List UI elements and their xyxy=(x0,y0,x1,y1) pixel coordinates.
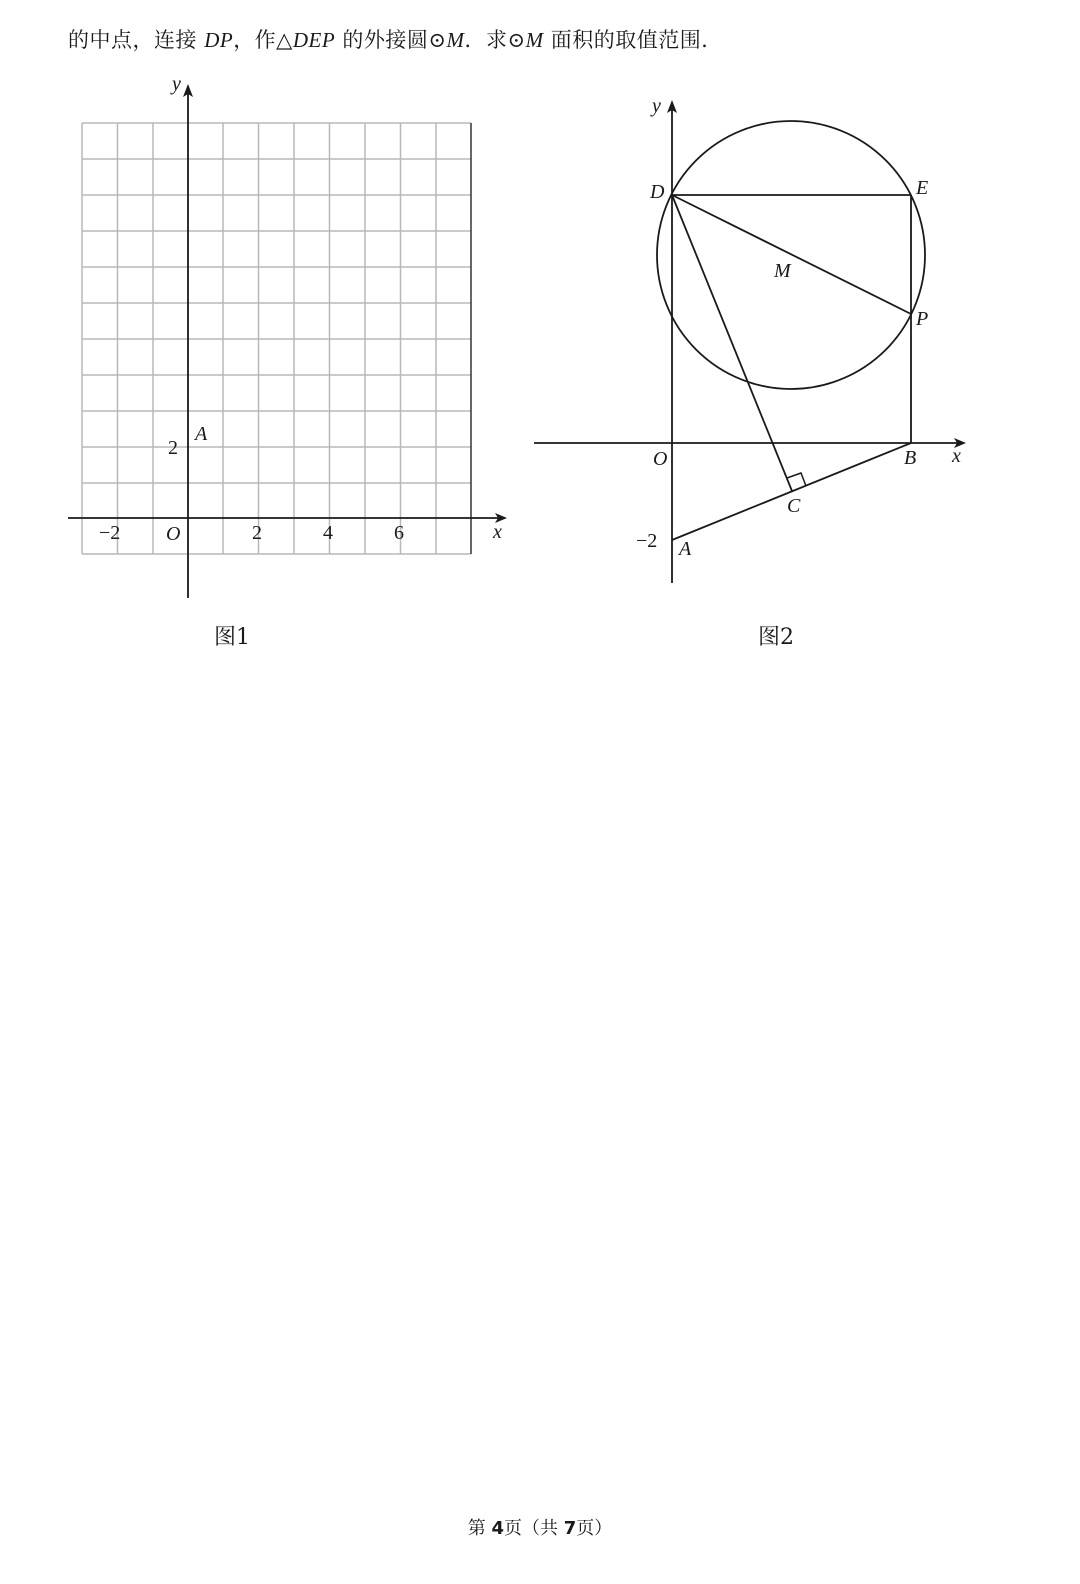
problem-text-dep: DEP xyxy=(292,28,336,52)
figure2-axis-y-label: y xyxy=(652,95,661,117)
segment-dp xyxy=(672,195,911,314)
figure2-tick-y-neg2: −2 xyxy=(636,530,658,552)
problem-text-5: 的外接圆⊙ xyxy=(335,28,447,52)
figure2-origin-label: O xyxy=(653,448,668,470)
figure2-point-a-label: A xyxy=(679,538,692,560)
figure2-point-d-label: D xyxy=(650,181,665,203)
figure1-caption: 图1 xyxy=(214,625,250,650)
figure1-axis-y-label: y xyxy=(172,73,181,95)
problem-text-7: ．求⊙ xyxy=(464,28,526,52)
problem-text-9: 面积的取值范围． xyxy=(543,28,723,52)
page-footer xyxy=(0,1514,1080,1540)
figure1-tick-y-2: 2 xyxy=(168,437,178,459)
footer-suffix: 页） xyxy=(576,1518,613,1539)
figure2-caption: 图2 xyxy=(758,625,794,650)
problem-text-m2: M xyxy=(525,28,544,52)
figure2-geometry xyxy=(0,0,1080,620)
figure2-axis-x-label: x xyxy=(952,445,961,467)
segment-ab xyxy=(672,443,911,540)
footer-prefix: 第 xyxy=(467,1518,492,1539)
figure2-point-m-label: M xyxy=(774,260,791,282)
footer-total-pages: 7 xyxy=(563,1518,577,1539)
figure1-tick-x-4: 4 xyxy=(323,522,333,544)
problem-text-dp: DP xyxy=(204,28,234,52)
figure1-origin-label: O xyxy=(166,523,181,545)
figure1-tick-x-2: 2 xyxy=(252,522,262,544)
footer-page-number: 4 xyxy=(491,1518,504,1539)
problem-text-m1: M xyxy=(446,28,465,52)
figure1-tick-x-6: 6 xyxy=(394,522,404,544)
footer-middle: 页（共 xyxy=(504,1518,564,1539)
figure1-axis-x-label: x xyxy=(493,521,502,543)
figure2-point-c-label: C xyxy=(787,495,801,517)
figure2-point-b-label: B xyxy=(904,447,917,469)
figure1-tick-x-neg2: −2 xyxy=(99,522,121,544)
figure2-point-p-label: P xyxy=(916,308,929,330)
figure1-point-a-label: A xyxy=(195,423,208,445)
problem-text-3: ，作△ xyxy=(233,28,293,52)
figure2-point-e-label: E xyxy=(916,177,929,199)
problem-text-1: 的中点，连接 xyxy=(68,28,205,52)
